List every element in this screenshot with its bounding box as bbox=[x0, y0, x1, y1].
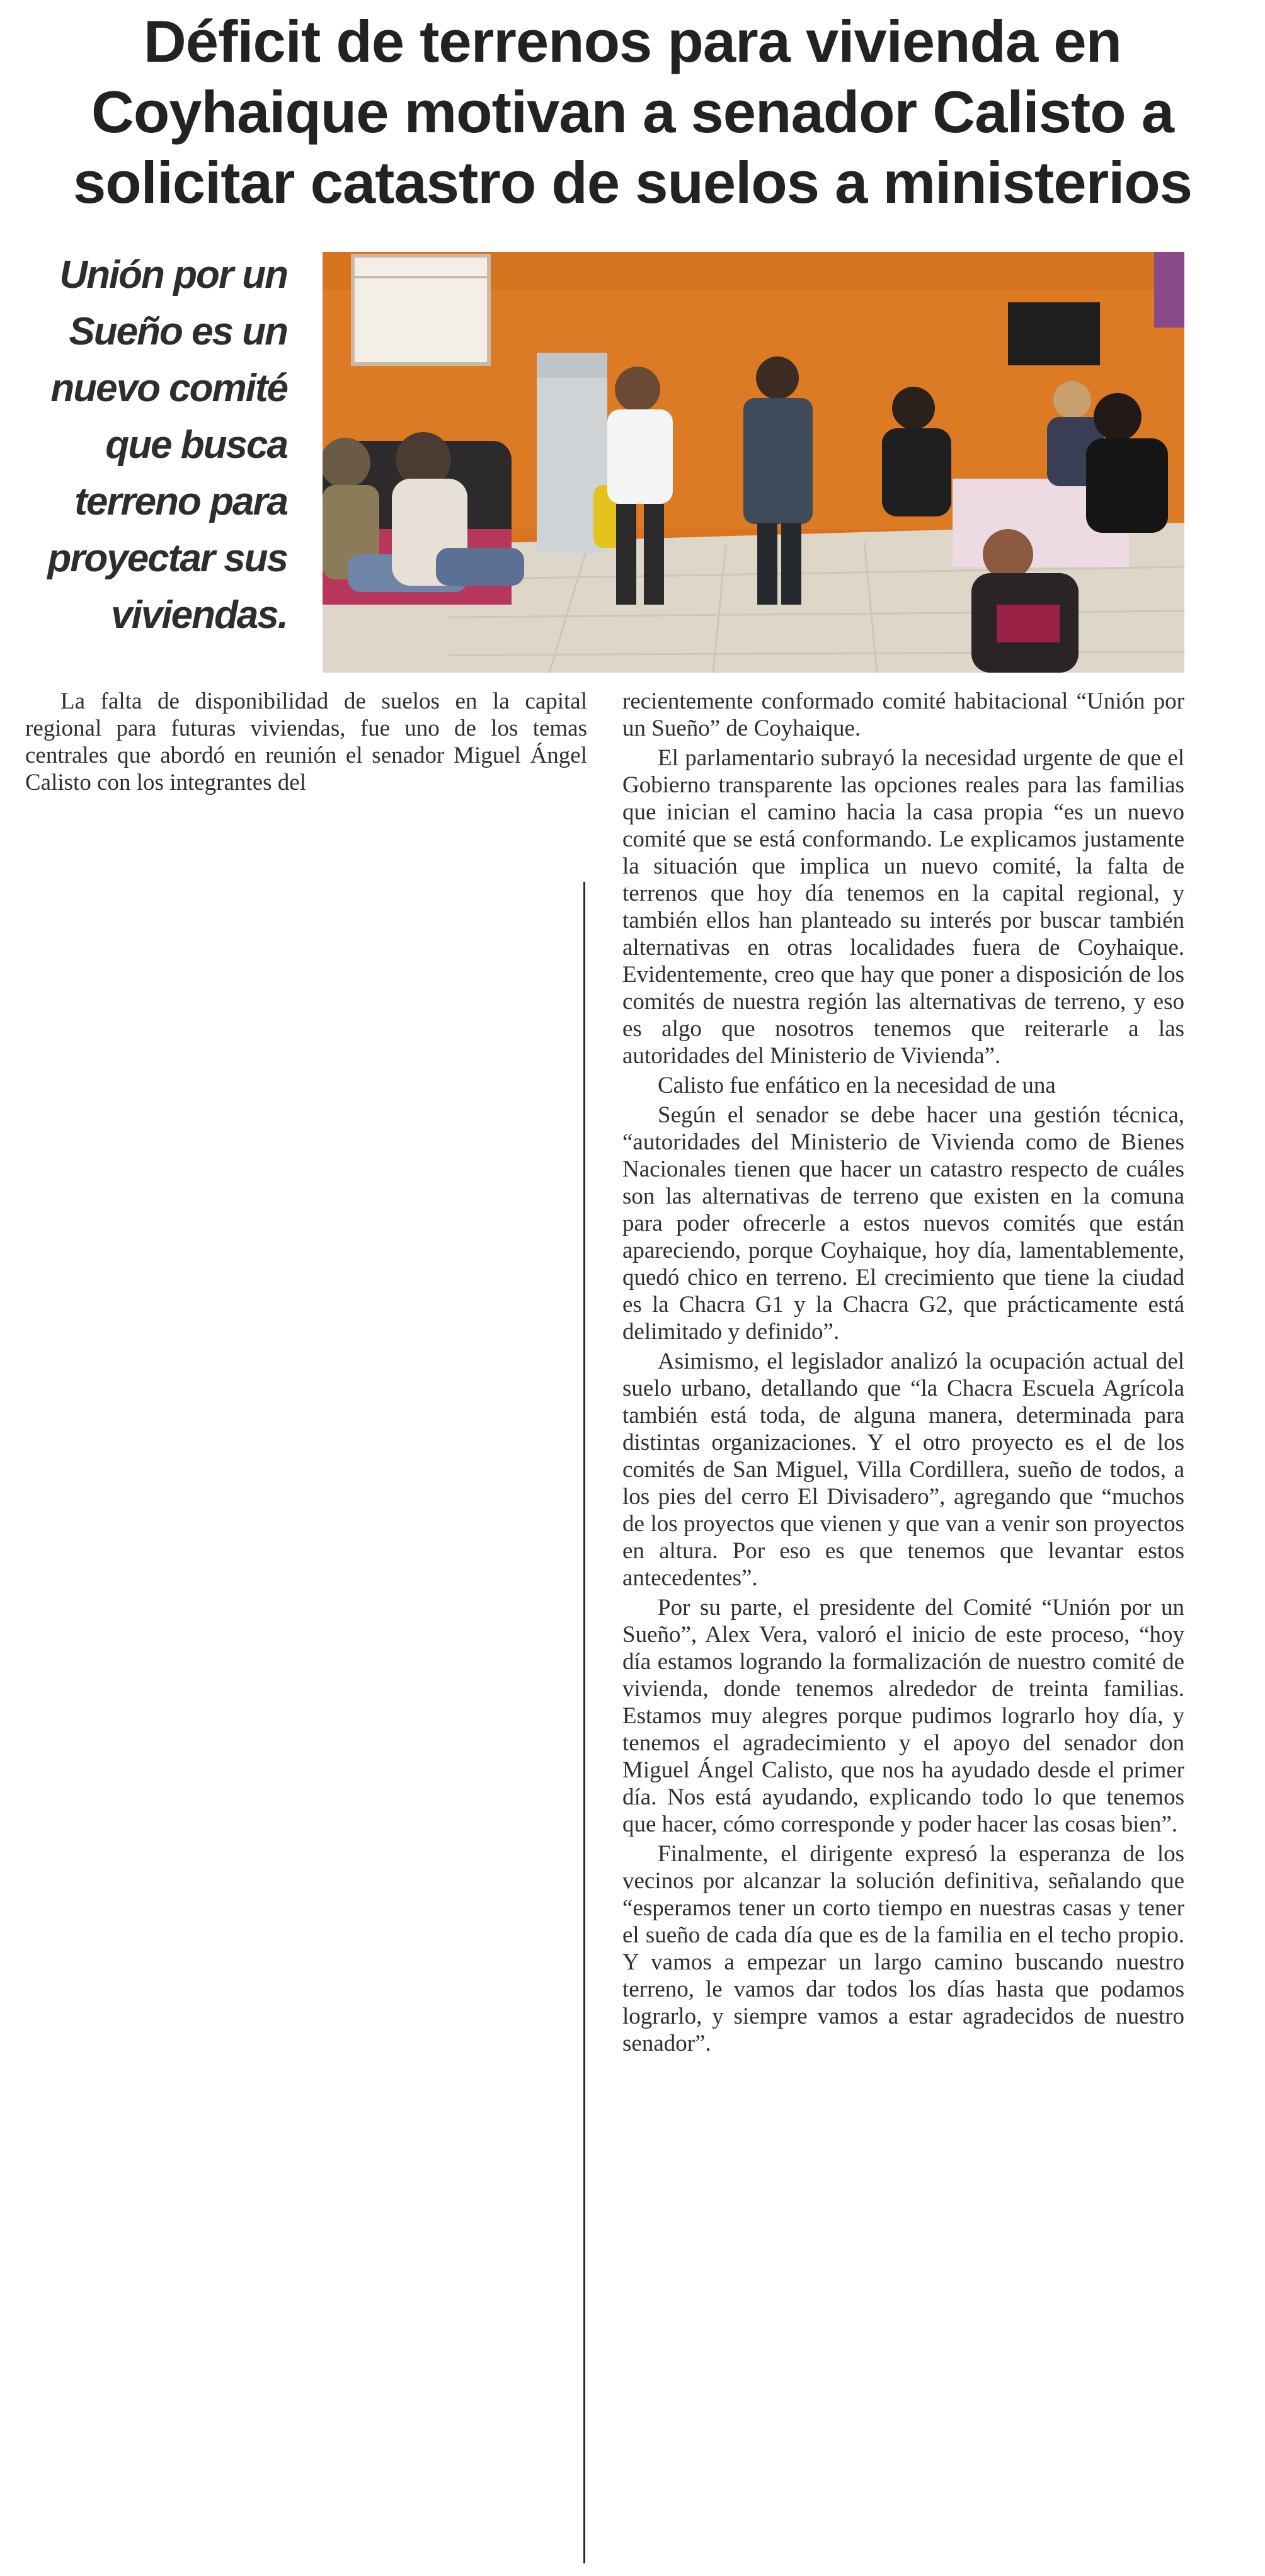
paragraph: Según el senador se debe hacer una gestión técnica, “autoridades del Ministerio de Vivienda como de Bienes Nacionales tienen que hacer un catastro respecto de cuáles son las alternativas de terreno que existen en la comuna para poder ofrecerle a estos nuevos comités que están apareciendo, porque Coyhaique, hoy día, lamentablemente, quedó chico en terreno. El crecimiento que tiene la ciudad es la Chacra G1 y la Chacra G2, que prácticamente está delimitado y definido”. bbox=[622, 1102, 1184, 1345]
article-body-left-column: La falta de disponibilidad de suelos en la capital regional para futuras viviendas, fue uno de los temas centrales que abordó en reunión el senador Miguel Ángel Calisto con los integrantes del bbox=[25, 688, 587, 795]
article-deck: Unión por un Sueño es un nuevo comité que busca terreno para proyectar sus viviendas. bbox=[47, 253, 287, 637]
column-divider bbox=[583, 882, 585, 2563]
meeting-photo-illustration bbox=[323, 252, 1184, 673]
article-photo bbox=[323, 252, 1184, 673]
paragraph: El parlamentario subrayó la necesidad urgente de que el Gobierno transparente las opciones reales para las familias que inician el camino hacia la casa propia “es un nuevo comité que se está conformando. Le explicamos justamente la situación que implica un nuevo comité, la falta de terrenos que hoy día tenemos en la capital regional, y también ellos han planteado su interés por buscar también alternativas en otras localidades fuera de Coyhaique. Evidentemente, creo que hay que poner a disposición de los comités de nuestra región las alternativas de terreno, y eso es algo que nosotros tenemos que reiterarle a las autoridades del Ministerio de Vivienda”. bbox=[622, 745, 1184, 1069]
paragraph: recientemente conformado comité habitacional “Unión por un Sueño” de Coyhaique. bbox=[622, 688, 1184, 741]
paragraph: Finalmente, el dirigente expresó la esperanza de los vecinos por alcanzar la solución definitiva, señalando que “esperamos tener un corto tiempo en nuestras casas y tener el sueño de cada día que es de la familia en el techo propio. Y vamos a empezar un largo camino buscando nuestro terreno, le vamos dar todos los días hasta que podamos lograrlo, y siempre vamos a estar agradecidos de nuestro senador”. bbox=[622, 1841, 1184, 2056]
paragraph: Calisto fue enfático en la necesidad de una bbox=[658, 1073, 1056, 1098]
article-body-right-column bbox=[622, 688, 1184, 2060]
article-headline: Déficit de terrenos para vivienda en Coyhaique motivan a senador Calisto a solicitar catastro de suelos a ministerios bbox=[72, 8, 1193, 215]
paragraph: Por su parte, el presidente del Comité “Unión por un Sueño”, Alex Vera, valoró el inicio de este proceso, “hoy día estamos logrando la formalización de nuestro comité de vivienda, donde tenemos alrededor de treinta familias. Estamos muy alegres porque pudimos lograrlo hoy día, y tenemos el agradecimiento y el apoyo del senador don Miguel Ángel Calisto, que nos ha ayudado desde el primer día. Nos está ayudando, explicando todo lo que tenemos que hacer, cómo corresponde y poder hacer las cosas bien”. bbox=[622, 1595, 1184, 1837]
paragraph: Asimismo, el legislador analizó la ocupación actual del suelo urbano, detallando que “la Chacra Escuela Agrícola también está toda, de alguna manera, determinada para distintas organizaciones. Y el otro proyecto es el de los comités de San Miguel, Villa Cordillera, sueño de todos, a los pies del cerro El Divisadero”, agregando que “muchos de los proyectos que vienen y que van a venir son proyectos en altura. Por eso es que tenemos que levantar estos antecedentes”. bbox=[622, 1348, 1184, 1591]
